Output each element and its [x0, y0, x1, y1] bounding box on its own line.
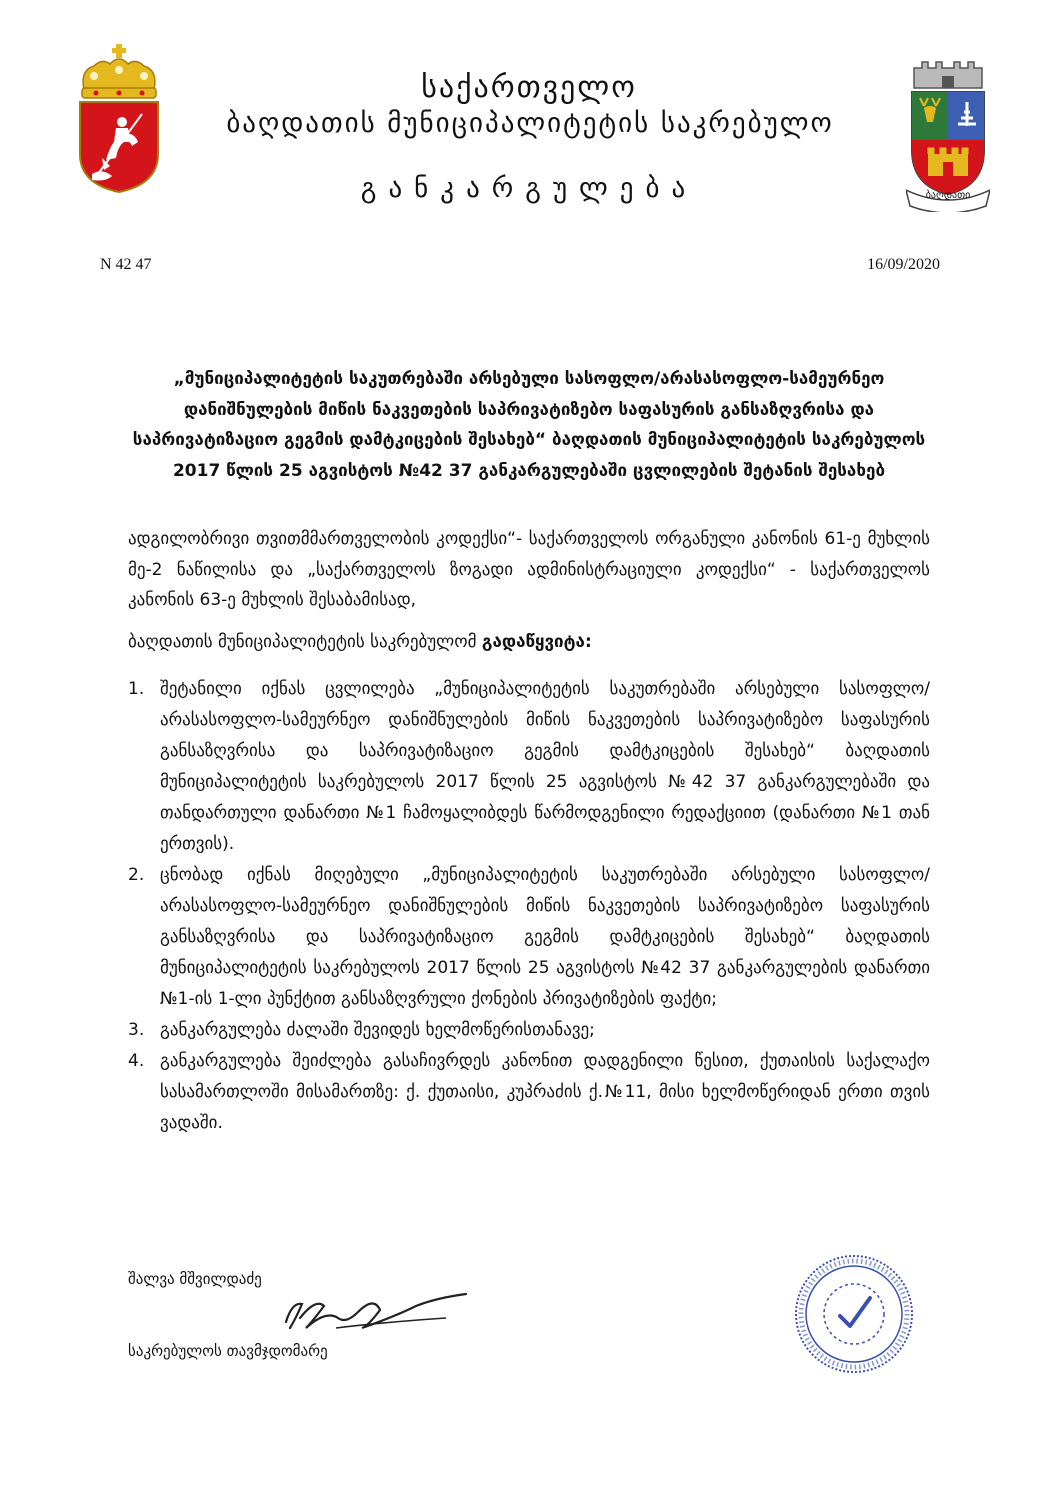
item-text: განკარგულება ძალაში შევიდეს ხელმოწერისთანავე;	[160, 1020, 595, 1040]
decided-line	[128, 632, 592, 652]
item-text: შეტანილი იქნას ცვლილება „მუნიციპალიტეტის საკუთრებაში არსებული სასოფლო/არასასოფლო-სამეურნეო დანიშნულების მიწის ნაკვეთების საპრივატიზებო საფასურის განსაზღვრისა და საპრივატიზაციო გეგმის დამტკიცების შესახებ“ ბაღდათის მუნიციპალიტეტის საკრებულოს 2017 წლის 25 აგვისტოს №42 37 განკარგულებაში და თანდართული დანართი №1 ჩამოყალიბდეს წარმოდგენილი რედაქციით (დანართი №1 თან ერთვის).	[160, 679, 930, 854]
document-number: N 42 47	[100, 256, 152, 273]
item-number: 1.	[128, 679, 145, 699]
list-item	[128, 1046, 930, 1139]
decided-word: გადაწყვიტა:	[481, 632, 592, 652]
handwritten-signature	[276, 1288, 476, 1338]
preamble: ადგილობრივი თვითმმართველობის კოდექსი“- საქართველოს ორგანული კანონის 61-ე მუხლის მე-2 ნაწილისა და „საქართველოს ზოგადი ადმინისტრაციული კოდექსი“ - საქართველოს კანონის 63-ე მუხლის შესაბამისად,	[128, 529, 930, 610]
item-number: 2.	[128, 865, 145, 885]
list-item	[128, 860, 930, 1015]
decided-prefix: ბაღდათის მუნიციპალიტეტის საკრებულომ	[128, 632, 482, 652]
document-title: „მუნიციპალიტეტის საკუთრებაში არსებული სასოფლო/არასასოფლო-სამეურნეო დანიშნულების მიწის ნაკვეთების საპრივატიზებო საფასურის განსაზღვრისა და საპრივატიზაციო გეგმის დამტკიცების შესახებ“ ბაღდათის მუნიციპალიტეტის საკრებულოს 2017 წლის 25 აგვისტოს №42 37 განკარგულებაში ცვლილების შეტანის შესახებ	[132, 369, 926, 481]
document-date: 16/09/2020	[867, 256, 940, 273]
item-number: 3.	[128, 1020, 145, 1040]
list-item	[128, 1015, 930, 1046]
item-text: განკარგულება შეიძლება გასაჩივრდეს კანონით დადგენილი წესით, ქუთაისის საქალაქო სასამართლოში მისამართზე: ქ. ქუთაისი, კუპრაძის ქ.№11, მისი ხელმოწერიდან ერთი თვის ვადაში.	[160, 1051, 930, 1133]
header-council: ბაღდათის მუნიციპალიტეტის საკრებულო	[226, 108, 834, 139]
signatory-name: შალვა მშვილდაძე	[128, 1270, 262, 1288]
header-doc-type: განკარგულება	[360, 173, 698, 204]
decision-items	[128, 674, 930, 1139]
signatory-role: საკრებულოს თავმჯდომარე	[128, 1342, 328, 1360]
emblem-ribbon-text: ბაღდათი	[925, 190, 971, 201]
list-item	[128, 674, 930, 860]
qualified-electronic-signature-stamp-icon	[792, 1252, 916, 1376]
item-text: ცნობად იქნას მიღებული „მუნიციპალიტეტის საკუთრებაში არსებული სასოფლო/არასასოფლო-სამეურნეო დანიშნულების მიწის ნაკვეთების საპრივატიზებო საფასურის განსაზღვრისა და საპრივატიზაციო გეგმის დამტკიცების შესახებ“ ბაღდათის მუნიციპალიტეტის საკრებულოს 2017 წლის 25 აგვისტოს №42 37 განკარგულების დანართი №1-ის 1-ლი პუნქტით განსაზღვრული ქონების პრივატიზების ფაქტი;	[160, 865, 930, 1009]
item-number: 4.	[128, 1051, 145, 1071]
header-country: საქართველო	[421, 70, 637, 105]
